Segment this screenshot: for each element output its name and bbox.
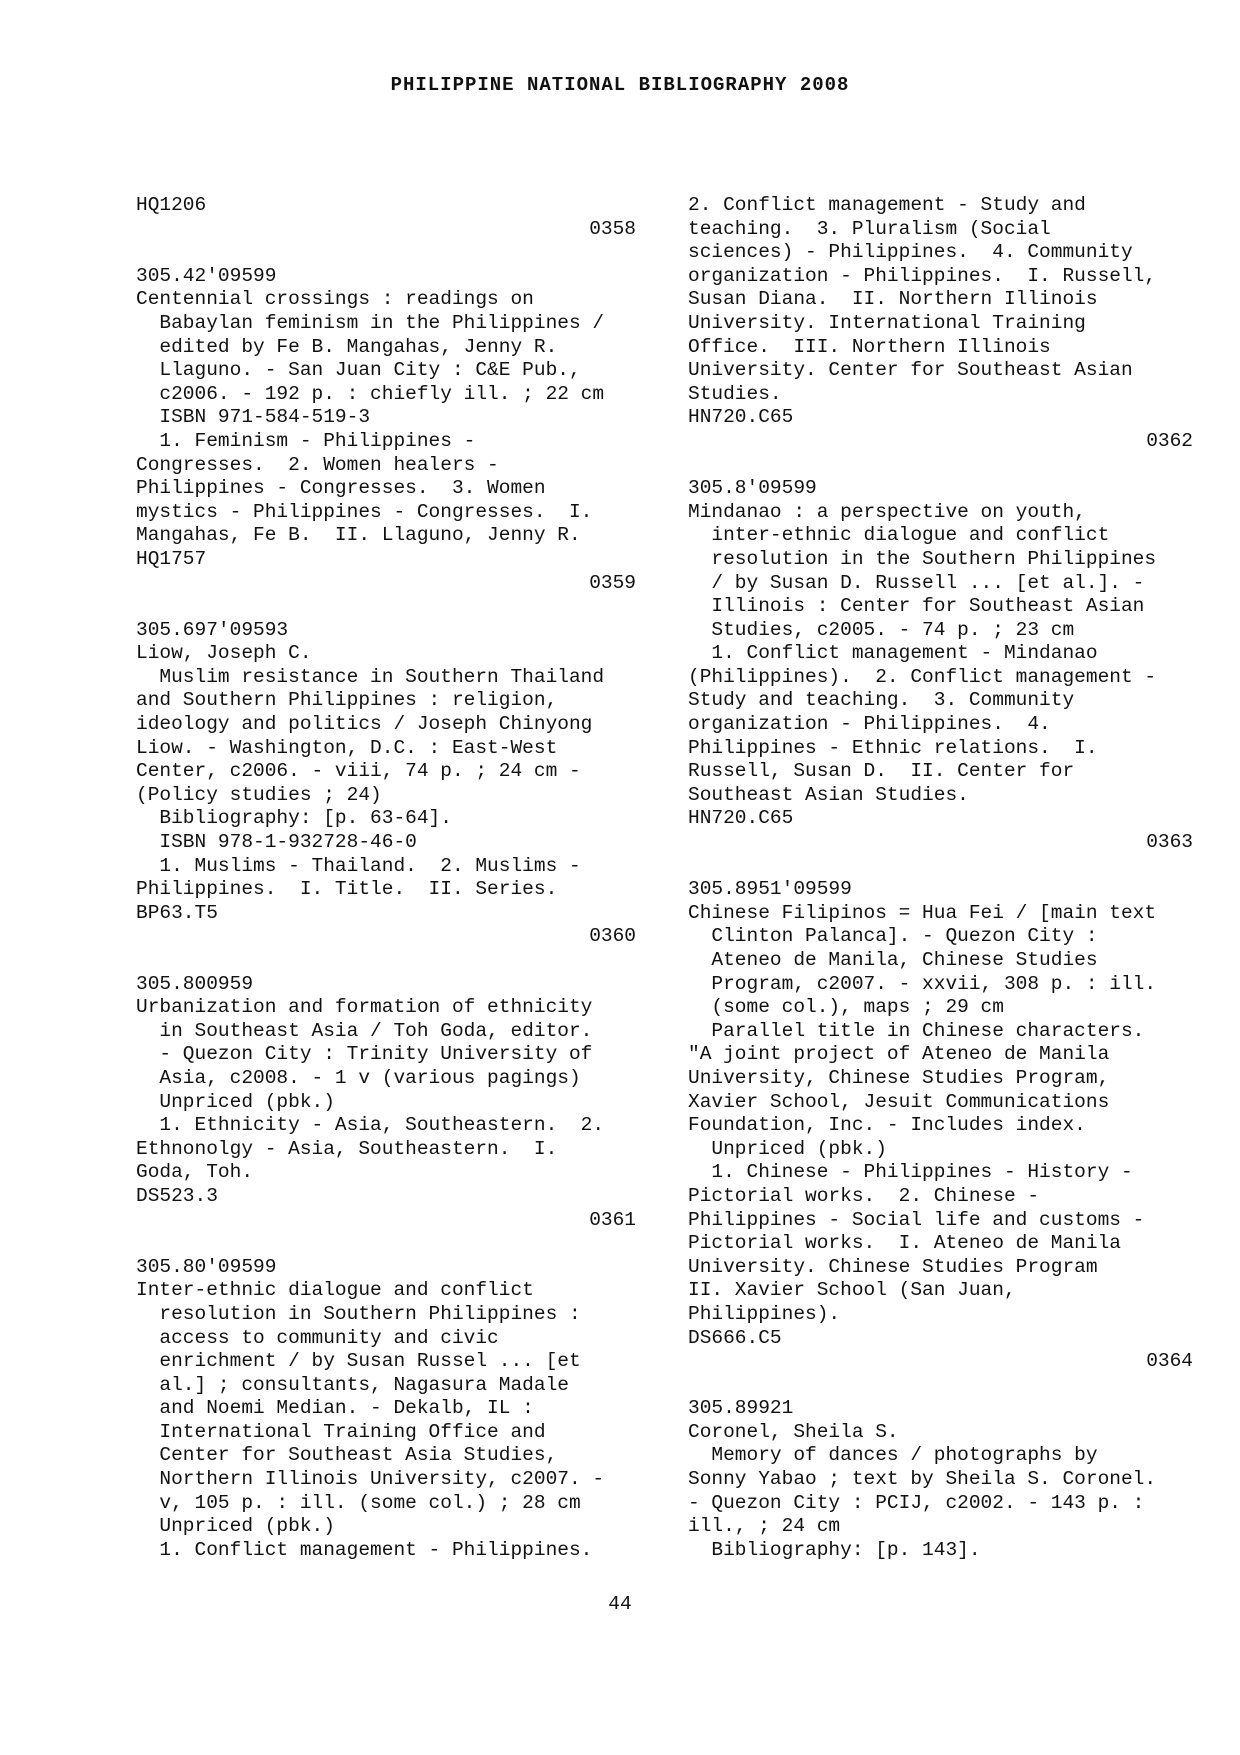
entry-line: (Policy studies ; 24) — [136, 783, 382, 806]
entry-line: Bibliography: [p. 143]. — [688, 1538, 981, 1561]
entry-line: Urbanization and formation of ethnicity — [136, 996, 593, 1019]
entry-line: 1. Chinese - Philippines - History - — [688, 1161, 1133, 1184]
entry-line: 305.80'09599 — [136, 1255, 277, 1278]
entry-line: 305.42'09599 — [136, 264, 277, 287]
record-number: 0361 — [589, 1208, 636, 1231]
entry-line: Bibliography: [p. 63-64]. — [136, 807, 452, 830]
entry-line: Philippines - Ethnic relations. I. — [688, 736, 1098, 759]
entry-line: Study and teaching. 3. Community — [688, 689, 1075, 712]
entry-line: Center for Southeast Asia Studies, — [136, 1444, 558, 1467]
entry-line: HQ1757 — [136, 547, 207, 570]
record-number: 0359 — [589, 571, 636, 594]
entry-line: Pictorial works. 2. Chinese - — [688, 1184, 1040, 1207]
entry-line: Philippines - Congresses. 3. Women — [136, 477, 546, 500]
entry-line: Centennial crossings : readings on — [136, 288, 534, 311]
entry-line: Congresses. 2. Women healers - — [136, 453, 499, 476]
entry-line: Liow, Joseph C. — [136, 642, 312, 665]
entry-line: HN720.C65 — [688, 406, 794, 429]
entry-line: - Quezon City : Trinity University of — [136, 1043, 593, 1066]
entry-line: Program, c2007. - xxvii, 308 p. : ill. — [688, 972, 1157, 995]
record-number: 0362 — [1146, 429, 1193, 452]
entry-line: organization - Philippines. 4. — [688, 713, 1051, 736]
entry-line: Studies, c2005. - 74 p. ; 23 cm — [688, 618, 1075, 641]
entry-line: Llaguno. - San Juan City : C&E Pub., — [136, 359, 581, 382]
right-column — [688, 194, 1193, 1562]
entry-line: teaching. 3. Pluralism (Social — [688, 217, 1051, 240]
blank-line — [688, 454, 1193, 478]
entry-line: Foundation, Inc. - Includes index. — [688, 1114, 1086, 1137]
blank-line — [136, 595, 636, 619]
entry-line: Mangahas, Fe B. II. Llaguno, Jenny R. — [136, 524, 581, 547]
entry-line: Northern Illinois University, c2007. - — [136, 1468, 605, 1491]
entry-line: International Training Office and — [136, 1420, 546, 1443]
entry-line: access to community and civic — [136, 1326, 499, 1349]
page-title: PHILIPPINE NATIONAL BIBLIOGRAPHY 2008 — [390, 74, 850, 96]
entry-line: 305.8951'09599 — [688, 878, 852, 901]
entry-line: (Philippines). 2. Conflict management - — [688, 665, 1157, 688]
entry-line: 305.8'09599 — [688, 477, 817, 500]
entry-line: Chinese Filipinos = Hua Fei / [main text — [688, 901, 1157, 924]
entry-line: Philippines). — [688, 1302, 841, 1325]
blank-line — [688, 1374, 1193, 1398]
page-number: 44 — [608, 1593, 632, 1615]
entry-line: Goda, Toh. — [136, 1161, 254, 1184]
entry-line: Center, c2006. - viii, 74 p. ; 24 cm - — [136, 760, 581, 783]
entry-line: / by Susan D. Russell ... [et al.]. - — [688, 571, 1145, 594]
entry-line: 1. Feminism - Philippines - — [136, 429, 476, 452]
entry-line: HQ1206 — [136, 194, 207, 216]
entry-line: enrichment / by Susan Russel ... [et — [136, 1350, 581, 1373]
entry-line: Babaylan feminism in the Philippines / — [136, 311, 605, 334]
entry-line: Ateneo de Manila, Chinese Studies — [688, 949, 1098, 971]
entry-line: 305.697'09593 — [136, 618, 289, 641]
entry-line: Russell, Susan D. II. Center for — [688, 760, 1075, 783]
entry-line: Susan Diana. II. Northern Illinois — [688, 288, 1098, 311]
entry-line: HN720.C65 — [688, 807, 794, 830]
entry-line: Coronel, Sheila S. — [688, 1420, 899, 1443]
entry-line: Illinois : Center for Southeast Asian — [688, 595, 1145, 618]
entry-line: 1. Conflict management - Mindanao — [688, 642, 1098, 665]
blank-line — [136, 949, 636, 973]
blank-line — [688, 855, 1193, 879]
record-number: 0360 — [589, 925, 636, 948]
entry-line: inter-ethnic dialogue and conflict — [688, 524, 1110, 547]
entry-line: ill., ; 24 cm — [688, 1515, 841, 1538]
entry-line: University. International Training — [688, 311, 1086, 334]
blank-line — [136, 241, 636, 265]
entry-line: Unpriced (pbk.) — [136, 1090, 335, 1113]
entry-line: ISBN 978-1-932728-46-0 — [136, 831, 417, 854]
record-number: 0364 — [1146, 1350, 1193, 1373]
entry-line: Parallel title in Chinese characters. — [688, 1019, 1145, 1042]
entry-line: sciences) - Philippines. 4. Community — [688, 241, 1133, 264]
entry-line: v, 105 p. : ill. (some col.) ; 28 cm — [136, 1491, 581, 1514]
entry-line: Unpriced (pbk.) — [688, 1137, 887, 1160]
entry-line: Memory of dances / photographs by — [688, 1444, 1098, 1467]
entry-line: University. Chinese Studies Program — [688, 1255, 1098, 1278]
entry-line: 1. Conflict management - Philippines. — [136, 1538, 593, 1561]
entry-line: resolution in the Southern Philippines — [688, 547, 1157, 570]
entry-line: edited by Fe B. Mangahas, Jenny R. — [136, 335, 558, 358]
entry-line: Clinton Palanca]. - Quezon City : — [688, 925, 1098, 948]
left-column — [136, 194, 636, 1562]
entry-line: 1. Muslims - Thailand. 2. Muslims - — [136, 854, 581, 877]
entry-line: (some col.), maps ; 29 cm — [688, 996, 1004, 1019]
entry-line: Ethnonolgy - Asia, Southeastern. I. — [136, 1137, 558, 1160]
entry-line: 2. Conflict management - Study and — [688, 194, 1086, 216]
entry-line: Philippines. I. Title. II. Series. — [136, 878, 558, 901]
entry-line: Sonny Yabao ; text by Sheila S. Coronel. — [688, 1468, 1157, 1491]
entry-line: Unpriced (pbk.) — [136, 1515, 335, 1538]
entry-line: ideology and politics / Joseph Chinyong — [136, 713, 593, 736]
entry-line: - Quezon City : PCIJ, c2002. - 143 p. : — [688, 1491, 1145, 1514]
entry-line: Office. III. Northern Illinois — [688, 335, 1051, 358]
entry-line: DS523.3 — [136, 1184, 218, 1207]
entry-line: Philippines - Social life and customs - — [688, 1208, 1145, 1231]
entry-line: DS666.C5 — [688, 1326, 782, 1349]
record-number: 0363 — [1146, 831, 1193, 854]
entry-line: University, Chinese Studies Program, — [688, 1066, 1110, 1089]
entry-line: mystics - Philippines - Congresses. I. — [136, 500, 593, 523]
entry-line: "A joint project of Ateneo de Manila — [688, 1043, 1110, 1066]
record-number: 0358 — [589, 217, 636, 240]
entry-line: ISBN 971-584-519-3 — [136, 406, 371, 429]
entry-line: Muslim resistance in Southern Thailand — [136, 665, 605, 688]
entry-line: Southeast Asian Studies. — [688, 783, 969, 806]
entry-line: al.] ; consultants, Nagasura Madale — [136, 1373, 569, 1396]
entry-line: Liow. - Washington, D.C. : East-West — [136, 736, 558, 759]
entry-line: c2006. - 192 p. : chiefly ill. ; 22 cm — [136, 382, 605, 405]
entry-line: in Southeast Asia / Toh Goda, editor. — [136, 1019, 593, 1042]
entry-line: Mindanao : a perspective on youth, — [688, 500, 1086, 523]
entry-line: 305.800959 — [136, 972, 254, 995]
blank-line — [136, 1232, 636, 1256]
entry-line: BP63.T5 — [136, 901, 218, 924]
entry-line: II. Xavier School (San Juan, — [688, 1279, 1016, 1302]
entry-line: resolution in Southern Philippines : — [136, 1302, 581, 1325]
entry-line: 305.89921 — [688, 1397, 794, 1420]
entry-line: Studies. — [688, 382, 782, 405]
entry-line: Xavier School, Jesuit Communications — [688, 1090, 1110, 1113]
entry-line: Inter-ethnic dialogue and conflict — [136, 1279, 534, 1302]
entry-line: Pictorial works. I. Ateneo de Manila — [688, 1232, 1121, 1255]
entry-line: 1. Ethnicity - Asia, Southeastern. 2. — [136, 1114, 605, 1137]
entry-line: University. Center for Southeast Asian — [688, 359, 1133, 382]
entry-line: organization - Philippines. I. Russell, — [688, 264, 1157, 287]
entry-line: and Southern Philippines : religion, — [136, 689, 558, 712]
entry-line: and Noemi Median. - Dekalb, IL : — [136, 1397, 534, 1420]
entry-line: Asia, c2008. - 1 v (various pagings) — [136, 1066, 581, 1089]
